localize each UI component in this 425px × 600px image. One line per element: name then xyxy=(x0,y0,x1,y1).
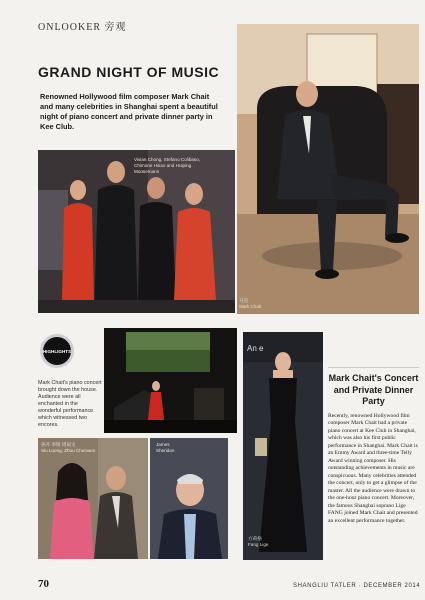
highlights-badge: HIGHLIGHTS xyxy=(40,334,74,368)
guest-portrait-illustration xyxy=(150,438,228,559)
soprano-photo xyxy=(243,332,323,560)
soprano-caption-en: Fang Lige xyxy=(248,541,269,547)
guests-caption-cn: 孙开 李锐 周辰文 xyxy=(41,442,76,447)
guest-portrait-photo xyxy=(150,438,228,559)
guest-portrait-caption-last: Sheridan xyxy=(156,447,175,453)
page-number: 70 xyxy=(38,578,49,590)
portrait-caption-en: Mark Chait xyxy=(239,304,262,309)
section-label xyxy=(38,18,127,33)
guests-photo xyxy=(38,438,148,559)
portrait-illustration xyxy=(237,24,419,314)
sidebar-title: Mark Chait's Concert and Private Dinner Party xyxy=(328,367,419,408)
sidebar-body: Recently, renowned Hollywood film composer Mark Chait had a private piano concert at Kee Club in Shanghai, which was also his first public performance in Shanghai. Mark Chait is an Emmy Award and three-time Telly Award winning composer. His outstanding achievements in music are conspicuous. Many celebrities attended the concert, only to get a glimpse of the master. All the audience were drawn to the one-hour piano concert. Moreover, the famous Shanghai soprano Lige FANG joined Mark Chait and presented an excellent performance together. xyxy=(328,413,418,524)
soprano-illustration xyxy=(243,332,323,560)
soprano-caption-cn: 方莉格 xyxy=(248,536,262,541)
portrait-caption-cn: 马克 xyxy=(239,298,249,303)
group-photo-caption: Vivian Chong, Stefano Colibaso, Chimone Hsiao and Huiping Moosemann xyxy=(134,157,201,174)
portrait-caption xyxy=(239,298,261,309)
concert-stage-photo xyxy=(104,328,237,433)
highlights-text: Mark Chait's piano concert brought down the house. Audience were all enchanted in the wonderful performance which witnessed two encores. xyxy=(38,380,102,429)
stage-illustration xyxy=(104,328,237,433)
guests-caption-en: Siu Luong, Zhou Chenwen xyxy=(41,447,96,453)
guests-caption xyxy=(41,442,95,454)
lede-paragraph: Renowned Hollywood film composer Mark Chait and many celebrities in Shanghai spent a beautiful night of piano concert and private dinner party in Kee Club. xyxy=(40,92,218,131)
guest-portrait-caption-first: James xyxy=(156,442,170,447)
soprano-caption xyxy=(248,536,268,548)
section-name-cn: 旁观 xyxy=(104,22,127,33)
page-title: GRAND NIGHT OF MUSIC xyxy=(38,64,220,80)
guests-illustration xyxy=(38,438,148,559)
section-name: ONLOOKER xyxy=(38,22,101,33)
magazine-footer: SHANGLIU TATLER · DECEMBER 2014 xyxy=(293,583,421,589)
guest-portrait-caption xyxy=(156,442,174,454)
portrait-photo xyxy=(237,24,419,314)
soprano-photo-banner: An e xyxy=(247,344,264,353)
